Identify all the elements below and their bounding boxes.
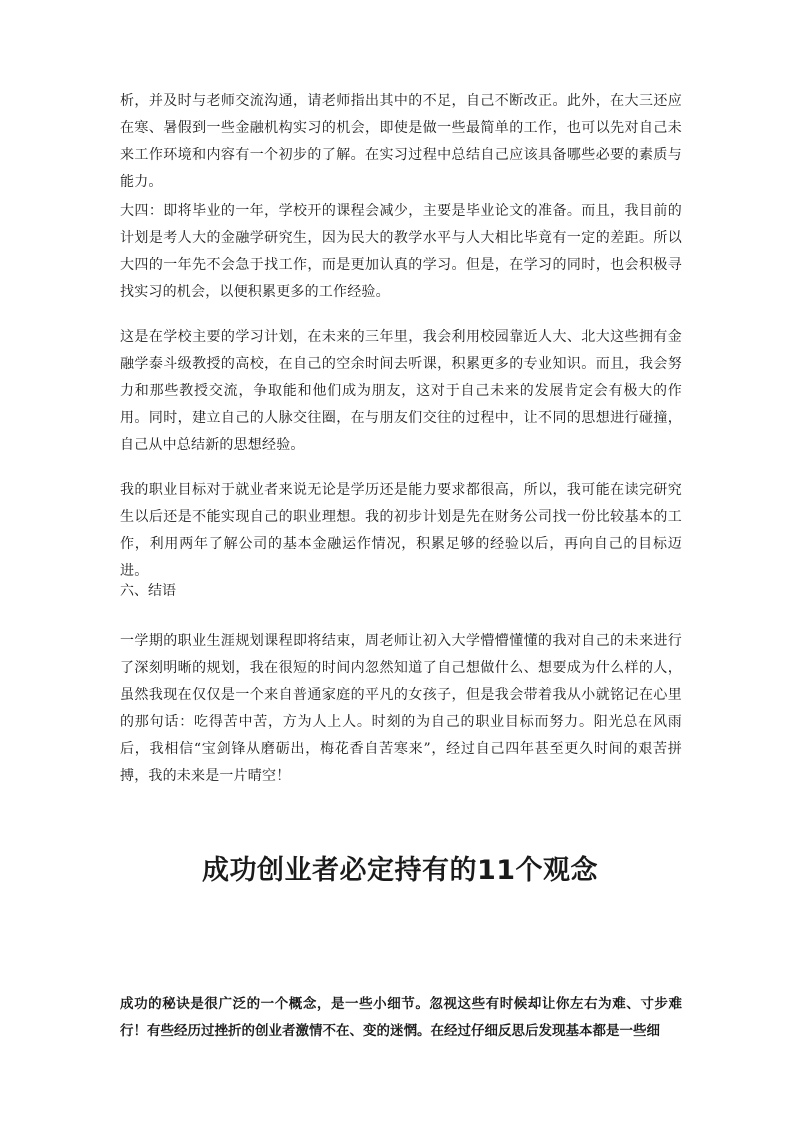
paragraph-internship: 析，并及时与老师交流沟通，请老师指出其中的不足，自己不断改正。此外，在大三还应在寒、暑假到一些金融机构实习的机会，即使是做一些最简单的工作，也可以先对自己未来工作环境和内容有一个初步的了解。在实习过程中总结自己应该具备哪些必要的素质与能力。	[120, 93, 682, 190]
paragraph-conclusion: 一学期的职业生涯规划课程即将结束，周老师让初入大学懵懵懂懂的我对自己的未来进行了深刻明晰的规划，我在很短的时间内忽然知道了自己想做什么、想要成为什么样的人，虽然我现在仅仅是一个来自普通家庭的平凡的女孩子，但是我会带着我从小就铭记在心里的那句话：吃得苦中苦，方为人上人。时刻的为自己的职业目标而努力。阳光总在风雨后，我相信“宝剑锋从磨砺出，梅花香自苦寒来”，经过自己四年甚至更久时间的艰苦拼搏，我的未来是一片晴空！	[120, 633, 682, 784]
article-intro: 成功的秘诀是很广泛的一个概念，是一些小细节。忽视这些有时候却让你左右为难、寸步难行！有些经历过挫折的创业者激情不在、变的迷惘。在经过仔细反思后发现基本都是一些细	[120, 996, 682, 1039]
paragraph-study-plan: 这是在学校主要的学习计划，在未来的三年里，我会利用校园靠近人大、北大这些拥有金融学泰斗级教授的高校，在自己的空余时间去听课，积累更多的专业知识。而且，我会努力和那些教授交流，争取能和他们成为朋友，这对于自己未来的发展肯定会有极大的作用。同时，建立自己的人脉交往圈，在与朋友们交往的过程中，让不同的思想进行碰撞，自己从中总结新的思想经验。	[120, 329, 682, 453]
section-heading-conclusion: 六、结语	[120, 583, 176, 599]
paragraph-career-goal: 我的职业目标对于就业者来说无论是学历还是能力要求都很高，所以，我可能在读完研究生以后还是不能实现自己的职业理想。我的初步计划是先在财务公司找一份比较基本的工作，利用两年了解公司的基本金融运作情况，积累足够的经验以后，再向自己的目标迈进。	[120, 482, 682, 579]
paragraph-senior-year: 大四：即将毕业的一年，学校开的课程会减少，主要是毕业论文的准备。而且，我目前的计划是考人大的金融学研究生，因为民大的教学水平与人大相比毕竟有一定的差距。所以大四的一年先不会急于找工作，而是更加认真的学习。但是，在学习的同时，也会积极寻找实习的机会，以便积累更多的工作经验。	[120, 203, 682, 300]
article-title: 成功创业者必定持有的11个观念	[201, 855, 599, 886]
